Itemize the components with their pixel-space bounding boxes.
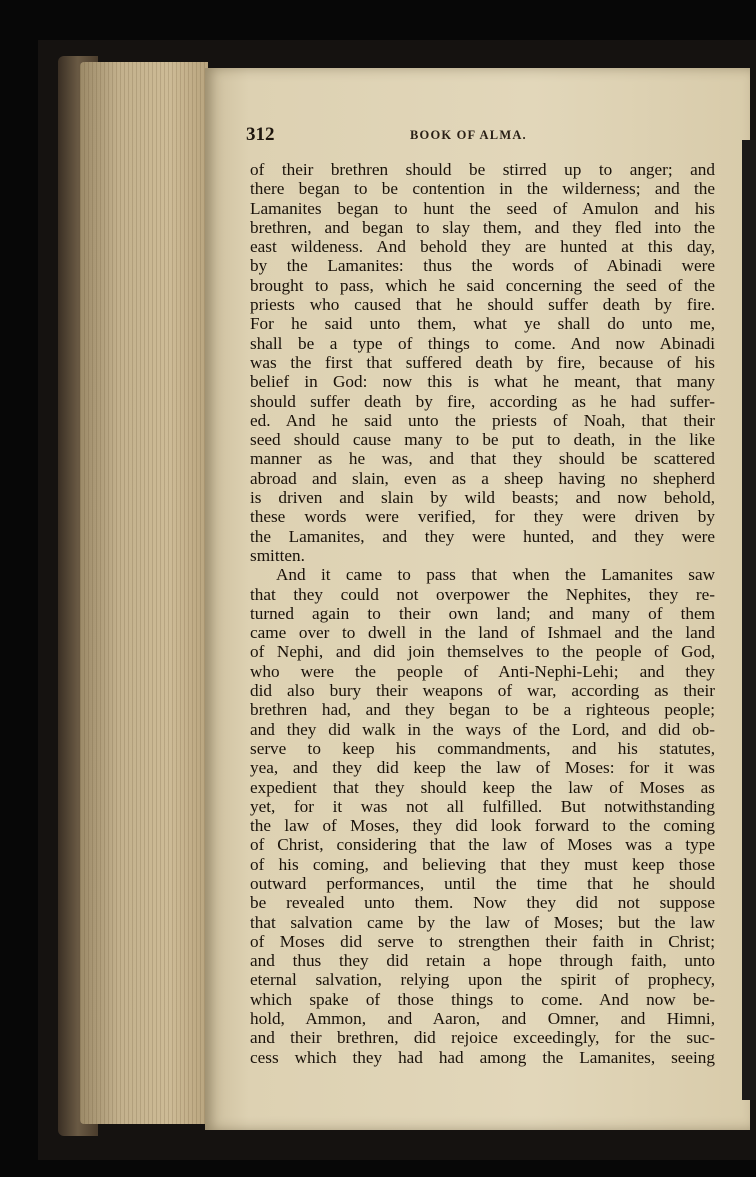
- text-line: abroad and slain, even as a sheep having no shepherd: [250, 468, 715, 488]
- running-head: BOOK OF ALMA.: [410, 128, 527, 142]
- text-line: smitten.: [250, 545, 305, 565]
- text-line: shall be a type of things to come. And now Abinadi: [250, 333, 715, 353]
- text-line: the law of Moses, they did look forward to the coming: [250, 816, 715, 836]
- text-line: and their brethren, did rejoice exceedingly, for the suc-: [250, 1028, 715, 1048]
- text-line: is driven and slain by wild beasts; and now behold,: [250, 488, 715, 508]
- text-line: which spake of those things to come. And now be-: [250, 989, 715, 1009]
- text-line: of his coming, and believing that they must keep those: [250, 854, 715, 874]
- text-line: that they could not overpower the Nephites, they re-: [250, 584, 715, 604]
- text-line: manner as he was, and that they should be scattered: [250, 449, 715, 469]
- page-header: [246, 124, 716, 148]
- text-line: brethren had, and they began to be a righteous people;: [250, 700, 715, 720]
- body-text: [250, 160, 715, 1067]
- text-line: ed. And he said unto the priests of Noah, that their: [250, 410, 715, 430]
- text-line: turned again to their own land; and many of them: [250, 603, 715, 623]
- text-line: that salvation came by the law of Moses; but the law: [250, 912, 715, 932]
- text-line: who were the people of Anti-Nephi-Lehi; and they: [250, 661, 715, 681]
- text-line: Lamanites began to hunt the seed of Amulon and his: [250, 198, 715, 218]
- text-line: came over to dwell in the land of Ishmael and the land: [250, 623, 715, 643]
- text-line: by the Lamanites: thus the words of Abinadi were: [250, 256, 715, 276]
- text-line: expedient that they should keep the law of Moses as: [250, 777, 715, 797]
- text-line: of Moses did serve to strengthen their faith in Christ;: [250, 931, 715, 951]
- text-line: was the first that suffered death by fire, because of his: [250, 352, 715, 372]
- text-line: and thus they did retain a hope through faith, unto: [250, 951, 715, 971]
- text-line: the Lamanites, and they were hunted, and they were: [250, 526, 715, 546]
- page-stack-edge: [80, 62, 208, 1124]
- text-line: brought to pass, which he said concerning the seed of the: [250, 275, 715, 295]
- text-line: and they did walk in the ways of the Lord, and did ob-: [250, 719, 715, 739]
- text-line: eternal salvation, relying upon the spirit of prophecy,: [250, 970, 715, 990]
- text-line: east wildeness. And behold they are hunted at this day,: [250, 237, 715, 257]
- text-line: yea, and they did keep the law of Moses: for it was: [250, 758, 715, 778]
- text-line: belief in God: now this is what he meant, that many: [250, 372, 715, 392]
- text-line: there began to be contention in the wilderness; and the: [250, 179, 715, 199]
- text-line: of Christ, considering that the law of Moses was a type: [250, 835, 715, 855]
- text-line: should suffer death by fire, according as he had suffer-: [250, 391, 715, 411]
- text-line: be revealed unto them. Now they did not suppose: [250, 893, 715, 913]
- text-line: hold, Ammon, and Aaron, and Omner, and Himni,: [250, 1009, 715, 1029]
- paragraph-start-line: And it came to pass that when the Lamanites saw: [276, 565, 715, 585]
- text-line: brethren, and began to slay them, and they fled into the: [250, 217, 715, 237]
- page-number: 312: [246, 124, 275, 145]
- text-line: of Nephi, and did join themselves to the people of God,: [250, 642, 715, 662]
- facing-page-edge: [742, 140, 756, 1100]
- text-line: yet, for it was not all fulfilled. But notwithstanding: [250, 796, 715, 816]
- text-line: cess which they had had among the Lamanites, seeing: [250, 1047, 715, 1067]
- text-line: seed should cause many to be put to death, in the like: [250, 430, 715, 450]
- text-line: priests who caused that he should suffer death by fire.: [250, 295, 715, 315]
- text-line: of their brethren should be stirred up to anger; and: [250, 160, 715, 179]
- text-line: serve to keep his commandments, and his statutes,: [250, 738, 715, 758]
- text-line: these words were verified, for they were driven by: [250, 507, 715, 527]
- text-line: outward performances, until the time that he should: [250, 873, 715, 893]
- text-line: did also bury their weapons of war, according as their: [250, 681, 715, 701]
- text-line: For he said unto them, what ye shall do unto me,: [250, 314, 715, 334]
